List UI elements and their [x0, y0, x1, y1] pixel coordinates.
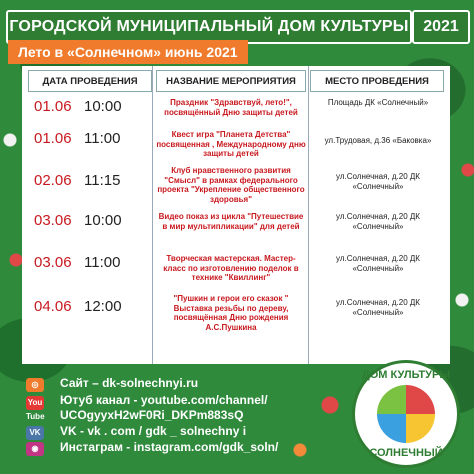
youtube-icon: You Tube: [26, 398, 45, 421]
event-date: 01.06: [34, 98, 72, 115]
column-divider: [308, 66, 309, 364]
vk-icon: VK: [26, 426, 44, 440]
event-time: 10:00: [84, 212, 122, 229]
header-place: МЕСТО ПРОВЕДЕНИЯ: [310, 70, 444, 92]
globe-icon: ◎: [26, 378, 44, 392]
schedule-table: [22, 66, 450, 364]
event-date: 04.06: [34, 298, 72, 315]
logo-top-text: ДОМ КУЛЬТУРЫ: [361, 369, 451, 381]
event-name: Клуб нравственного развития "Смысл" в рамках федерального проекта "Укрепление общественного здоровья": [157, 166, 305, 204]
event-date: 03.06: [34, 212, 72, 229]
contacts-block: [20, 374, 320, 466]
event-name: Праздник "Здравствуй, лето!", посвящённый Дню защиты детей: [164, 98, 298, 117]
event-place: ул.Солнечная, д.20 ДК «Солнечный»: [336, 254, 420, 273]
event-time: 11:15: [84, 172, 121, 189]
event-place: Площадь ДК «Солнечный»: [327, 98, 429, 107]
logo-bottom-text: СОЛНЕЧНЫЙ: [369, 447, 443, 459]
event-time: 12:00: [84, 298, 122, 315]
event-time: 11:00: [84, 254, 121, 271]
header-date: ДАТА ПРОВЕДЕНИЯ: [28, 70, 152, 92]
year-badge: 2021: [412, 10, 470, 44]
instagram-link[interactable]: Инстаграм - instagram.com/gdk_soln/: [60, 440, 279, 454]
youtube-link[interactable]: Ютуб канал - youtube.com/channel/: [60, 393, 268, 407]
event-time: 10:00: [84, 98, 122, 115]
event-place: ул.Солнечная, д.20 ДК «Солнечный»: [336, 298, 420, 317]
event-place: ул.Солнечная, д.20 ДК «Солнечный»: [336, 212, 420, 231]
event-name: Видео показ из цикла "Путешествие в мир мультипликации" для детей: [158, 212, 304, 231]
event-place: ул.Трудовая, д.36 «Баковка»: [324, 136, 432, 145]
instagram-icon: ◉: [26, 442, 44, 456]
event-name: Творческая мастерская. Мастер-класс по изготовлению поделок в технике "Квиллинг": [163, 254, 299, 282]
event-date: 02.06: [34, 172, 72, 189]
column-divider: [152, 66, 153, 364]
event-name: "Пушкин и герои его сказок " Выставка резьбы по дереву, посвящённая Дню рождения А.С.Пушкина: [173, 294, 289, 332]
event-time: 11:00: [84, 130, 121, 147]
logo: [352, 360, 460, 468]
logo-emblem: [377, 385, 435, 443]
vk-link[interactable]: VK - vk . com / gdk _ solnechny i: [60, 424, 247, 438]
event-date: 03.06: [34, 254, 72, 271]
event-place: ул.Солнечная, д.20 ДК «Солнечный»: [336, 172, 420, 191]
header-name: НАЗВАНИЕ МЕРОПРИЯТИЯ: [156, 70, 306, 92]
event-name: Квест игра "Планета Детства" посвященная , Международному дню защиты детей: [156, 130, 306, 158]
subtitle-banner: Лето в «Солнечном» июнь 2021: [8, 40, 248, 64]
page-title: ГОРОДСКОЙ МУНИЦИПАЛЬНЫЙ ДОМ КУЛЬТУРЫ: [6, 10, 412, 44]
site-link[interactable]: Сайт – dk-solnechnyi.ru: [60, 376, 199, 390]
event-date: 01.06: [34, 130, 72, 147]
youtube-link-id[interactable]: UCOgyyxH2wF0Ri_DKPm883sQ: [60, 408, 244, 422]
